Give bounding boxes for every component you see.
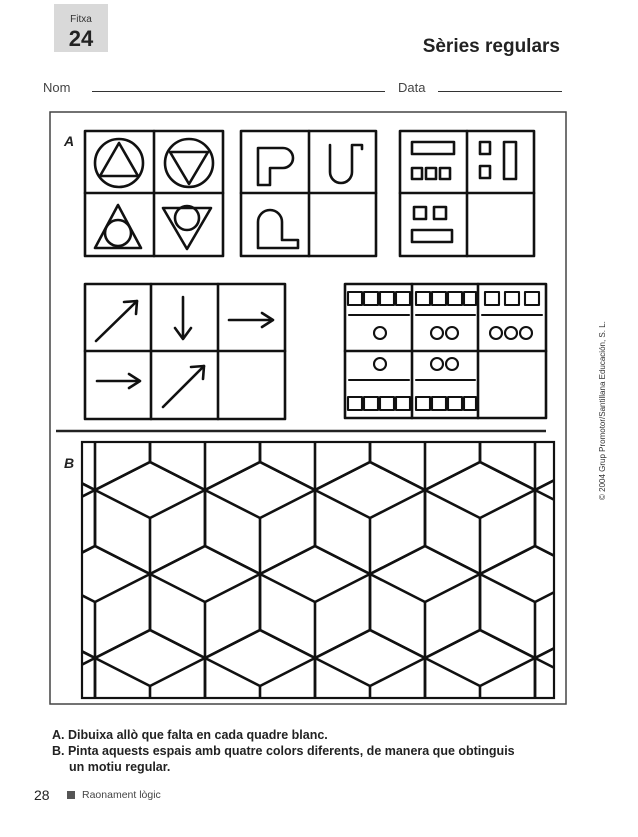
cube-face bbox=[95, 462, 205, 518]
cube-face bbox=[535, 462, 638, 518]
cube-face bbox=[425, 826, 480, 837]
footer-section-name: Raonament lògic bbox=[82, 789, 161, 801]
cube-face bbox=[535, 574, 590, 658]
cube-face bbox=[95, 630, 205, 686]
instruction-b: B. Pinta aquests espais amb quatre colors diferents, de manera que obtinguis bbox=[52, 744, 515, 758]
page-number: 28 bbox=[34, 787, 50, 803]
cube-face bbox=[205, 798, 315, 837]
cube-face bbox=[0, 406, 40, 490]
puzzle-circles-triangles bbox=[85, 131, 223, 256]
puzzle-arrows bbox=[85, 284, 285, 419]
fitxa-label: Fitxa bbox=[70, 14, 92, 25]
footer-square-icon bbox=[67, 791, 75, 799]
cube-face bbox=[590, 574, 638, 658]
cube-face bbox=[0, 378, 40, 434]
cube-face bbox=[535, 630, 638, 686]
cube-face bbox=[590, 406, 638, 490]
instruction-a: A. Dibuixa allò que falta en cada quadre blanc. bbox=[52, 728, 328, 742]
cube-face bbox=[0, 714, 40, 770]
cube-face bbox=[590, 490, 638, 574]
cube-face bbox=[0, 490, 40, 574]
cube-face bbox=[590, 714, 638, 770]
cube-face bbox=[315, 798, 425, 837]
cube-face bbox=[205, 462, 315, 518]
cube-face bbox=[535, 742, 590, 826]
cube-face bbox=[260, 826, 315, 837]
instruction-b-continued: un motiu regular. bbox=[69, 760, 171, 774]
cube-face bbox=[0, 742, 40, 826]
cube-face bbox=[95, 826, 150, 837]
cube-face bbox=[150, 546, 260, 602]
cube-face bbox=[535, 658, 590, 742]
cube-face bbox=[0, 658, 40, 742]
cube-face bbox=[315, 826, 370, 837]
puzzle-squares-circles bbox=[345, 284, 546, 418]
date-label: Data bbox=[398, 80, 426, 95]
cube-face bbox=[40, 574, 95, 658]
cube-face bbox=[150, 378, 260, 434]
cube-face bbox=[315, 630, 425, 686]
cube-face bbox=[480, 546, 590, 602]
cube-face bbox=[590, 742, 638, 826]
cube-face bbox=[95, 798, 205, 837]
cube-face bbox=[425, 462, 535, 518]
page-title: Sèries regulars bbox=[422, 36, 560, 57]
cube-face bbox=[0, 630, 95, 686]
cube-face bbox=[370, 546, 480, 602]
cube-face bbox=[315, 462, 425, 518]
cube-face bbox=[480, 714, 590, 770]
cube-face bbox=[370, 826, 425, 837]
cube-face bbox=[0, 462, 95, 518]
cube-face bbox=[590, 658, 638, 742]
name-label: Nom bbox=[43, 80, 71, 95]
cube-face bbox=[370, 714, 480, 770]
cube-face bbox=[40, 490, 95, 574]
cube-face bbox=[590, 826, 638, 837]
cube-face bbox=[535, 490, 590, 574]
cube-face bbox=[590, 378, 638, 434]
cube-face bbox=[205, 826, 260, 837]
cube-face bbox=[535, 798, 638, 837]
section-b-label: B bbox=[64, 455, 75, 471]
cube-face bbox=[150, 826, 205, 837]
fitxa-number: 24 bbox=[68, 26, 94, 51]
cube-face bbox=[535, 826, 590, 837]
cube-face bbox=[260, 546, 370, 602]
cube-face bbox=[590, 546, 638, 602]
cube-face bbox=[425, 630, 535, 686]
puzzle-p-shapes bbox=[241, 131, 376, 256]
cube-face bbox=[0, 546, 40, 602]
cube-face bbox=[205, 630, 315, 686]
puzzle-rectangles bbox=[400, 131, 534, 256]
cube-face bbox=[0, 574, 40, 658]
cube-face bbox=[480, 378, 590, 434]
cube-face bbox=[480, 826, 535, 837]
copyright-notice: © 2004 Grup Promotor/Santillana Educación, S. L. bbox=[598, 321, 607, 500]
cube-face bbox=[425, 798, 535, 837]
cube-face bbox=[40, 546, 150, 602]
section-a-label: A bbox=[64, 133, 75, 149]
cube-face bbox=[40, 826, 95, 837]
cube-face bbox=[0, 798, 95, 837]
cube-face bbox=[260, 378, 370, 434]
cube-face bbox=[0, 826, 40, 837]
